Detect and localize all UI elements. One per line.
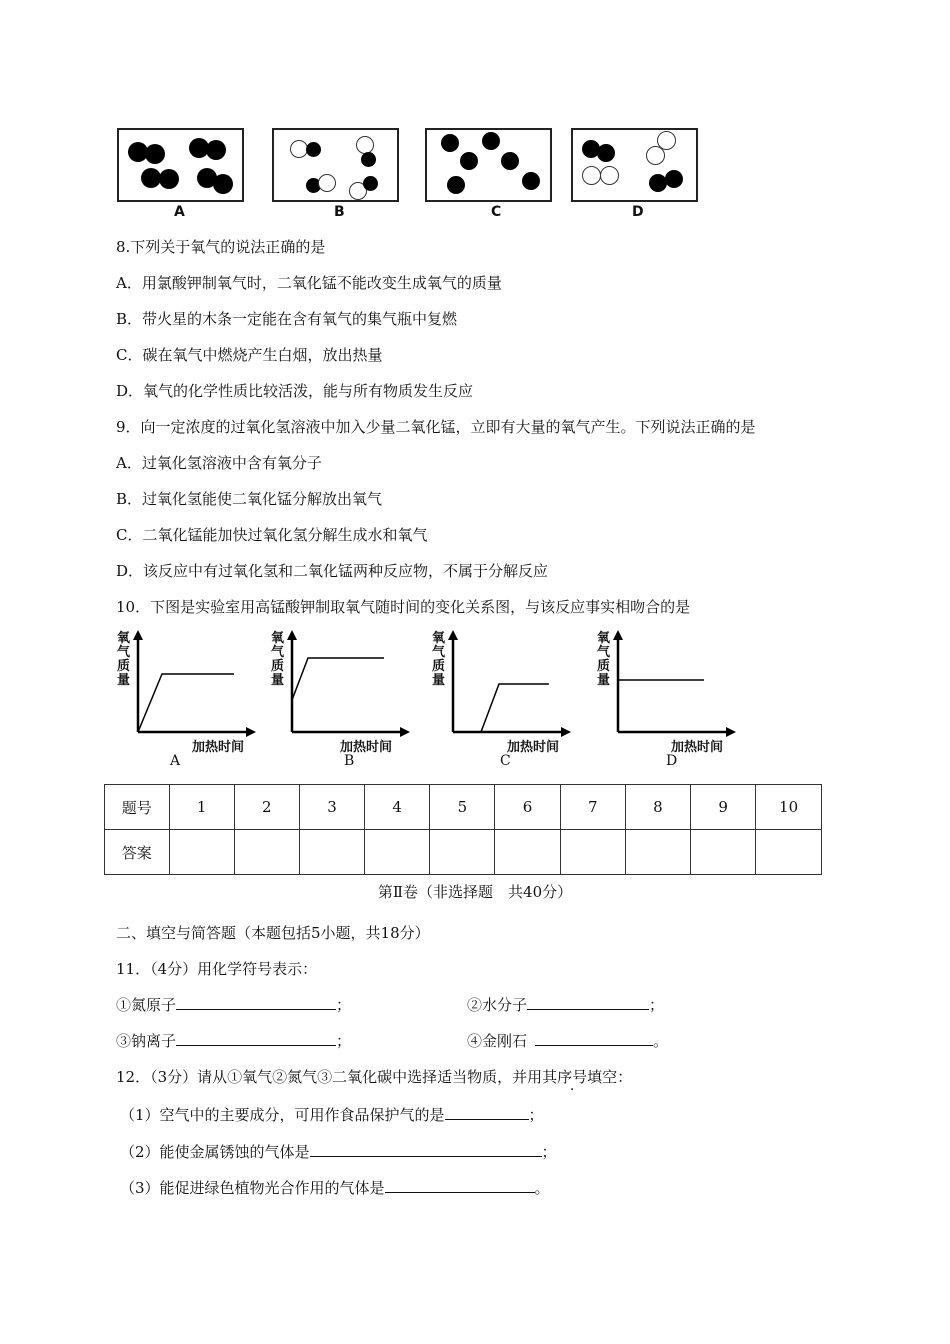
q11-blank-2[interactable] [527,995,649,1010]
q8-option-c: C．碳在氧气中燃烧产生白烟，放出热量 [116,346,383,364]
y-axis-arrow [613,630,623,640]
q12-stem [116,1066,632,1087]
q9-option-b: B．过氧化氢能使二氧化锰分解放出氧气 [116,490,383,508]
q11-item-2 [467,994,664,1015]
semicolon: ； [541,1143,557,1161]
part2-title: 第Ⅱ卷（非选择题 共40分） [377,883,573,901]
x-axis-arrow [400,727,410,737]
q11-item-3-label: ③钠离子 [116,1032,177,1050]
q11-item-3 [116,1030,351,1051]
q8-stem: 8.下列关于氧气的说法正确的是 [116,238,326,256]
q10-stem: 10．下图是实验室用高锰酸钾制取氧气随时间的变化关系图，与该反应事实相吻合的是 [116,598,691,616]
q12-item-3-label: （3）能促进绿色植物光合作用的气体是 [120,1179,385,1197]
graph-d-ylabel: 氧气质量 [597,631,611,688]
atom-white [582,166,601,185]
table-number: 10 [756,785,822,830]
graph-b-label: B [344,753,355,769]
curve [481,684,549,732]
x-axis-arrow [246,727,256,737]
table-header-label: 题号 [105,785,170,830]
semicolon: ； [336,1032,352,1050]
atom-black [159,169,179,189]
graph-c-label: C [500,753,511,769]
q12-blank-3[interactable] [385,1178,535,1193]
q12-stem-after: 填空： [587,1068,633,1086]
table-row [105,785,822,830]
table-number: 8 [625,785,690,830]
atom-white [646,146,665,165]
atom-black [447,176,465,194]
period: 。 [534,1179,550,1197]
semicolon: ； [336,996,352,1014]
q11-blank-4[interactable] [535,1031,653,1046]
q9-option-a: A．过氧化氢溶液中含有氧分子 [116,454,322,472]
option-label-a: A [174,204,185,220]
table-number: 5 [430,785,495,830]
q12-blank-1[interactable] [445,1105,529,1120]
q12-item-1 [120,1104,544,1125]
molecule-box-a [117,128,244,202]
molecule-box-c [425,128,552,202]
x-axis-arrow [561,727,571,737]
table-row [105,830,822,875]
answer-table [104,784,822,875]
graph-d-xlabel: 加热时间 [671,740,724,755]
q12-blank-2[interactable] [310,1142,542,1157]
graph-a-label: A [170,753,181,769]
q11-item-1-label: ①氮原子 [116,996,177,1014]
q12-item-1-label: （1）空气中的主要成分，可用作食品保护气的是 [120,1106,445,1124]
atom-black [145,144,165,164]
answer-cell[interactable] [430,830,495,875]
atom-black [441,134,459,152]
q12-item-2-label: （2）能使金属锈蚀的气体是 [120,1143,310,1161]
table-number: 6 [495,785,560,830]
atom-black [206,140,226,160]
atom-black [665,170,683,188]
graph-b-ylabel: 氧气质量 [271,631,285,688]
q12-item-3 [120,1177,550,1198]
q12-stem-before: 12．（3分）请从①氧气②氮气③二氧化碳中选择适当物质，并用其 [116,1068,558,1086]
q9-option-c: C．二氧化锰能加快过氧化氢分解生成水和氧气 [116,526,428,544]
answer-cell[interactable] [560,830,625,875]
table-number: 7 [560,785,625,830]
q11-item-4 [467,1030,668,1051]
graph-b-xlabel: 加热时间 [340,740,393,755]
y-axis-arrow [448,630,458,640]
table-number: 9 [691,785,756,830]
graph-c-xlabel: 加热时间 [507,740,560,755]
graph-a-xlabel: 加热时间 [192,740,245,755]
answer-cell[interactable] [299,830,364,875]
atom-black [213,174,233,194]
curve [292,658,384,700]
atom-black [597,144,615,162]
q11-item-4-label: ④金刚石 [467,1032,528,1050]
q9-option-d: D．该反应中有过氧化氢和二氧化锰两种反应物，不属于分解反应 [116,562,549,580]
atom-black [361,152,376,167]
y-axis-arrow [133,630,143,640]
answer-cell[interactable] [365,830,430,875]
table-number: 4 [365,785,430,830]
y-axis-arrow [287,630,297,640]
molecule-box-b [272,128,399,202]
answer-cell[interactable] [169,830,234,875]
x-axis-arrow [726,727,736,737]
q11-blank-1[interactable] [176,995,336,1010]
atom-black [482,132,500,150]
graph-a-ylabel: 氧气质量 [117,631,131,688]
table-number: 2 [234,785,299,830]
answer-cell[interactable] [495,830,560,875]
q11-item-1 [116,994,351,1015]
option-label-b: B [334,204,345,220]
q8-option-d: D．氧气的化学性质比较活泼，能与所有物质发生反应 [116,382,474,400]
atom-black [141,168,161,188]
option-label-c: C [491,204,502,220]
q11-blank-3[interactable] [176,1031,336,1046]
atom-black [363,176,378,191]
atom-white [600,166,619,185]
q12-item-2 [120,1141,557,1162]
atom-white [356,136,374,154]
graph-c-ylabel: 氧气质量 [432,631,446,688]
atom-black [501,152,519,170]
graph-d-label: D [666,753,678,769]
section2-heading: 二、填空与简答题（本题包括5小题，共18分） [116,924,430,942]
molecule-box-d [571,128,698,202]
answer-cell[interactable] [691,830,756,875]
answer-cell[interactable] [234,830,299,875]
q8-option-a: A．用氯酸钾制氧气时，二氧化锰不能改变生成氧气的质量 [116,274,502,292]
semicolon: ； [528,1106,544,1124]
q11-item-2-label: ②水分子 [467,996,528,1014]
atom-white [318,174,336,192]
answer-cell[interactable] [625,830,690,875]
q8-option-b: B．带火星的木条一定能在含有氧气的集气瓶中复燃 [116,310,458,328]
answer-cell[interactable] [756,830,822,875]
table-answer-label: 答案 [105,830,170,875]
q11-stem: 11．（4分）用化学符号表示： [116,960,318,978]
table-number: 3 [299,785,364,830]
atom-black [306,142,321,157]
q12-stem-emphasis: 序号 [557,1068,588,1086]
q9-stem: 9．向一定浓度的过氧化氢溶液中加入少量二氧化锰，立即有大量的氧气产生。下列说法正确的是 [116,418,756,436]
curve [138,674,234,732]
period: 。 [653,1032,669,1050]
atom-black [460,152,478,170]
semicolon: ； [649,996,665,1014]
table-number: 1 [169,785,234,830]
option-label-d: D [632,204,644,220]
atom-black [522,172,540,190]
